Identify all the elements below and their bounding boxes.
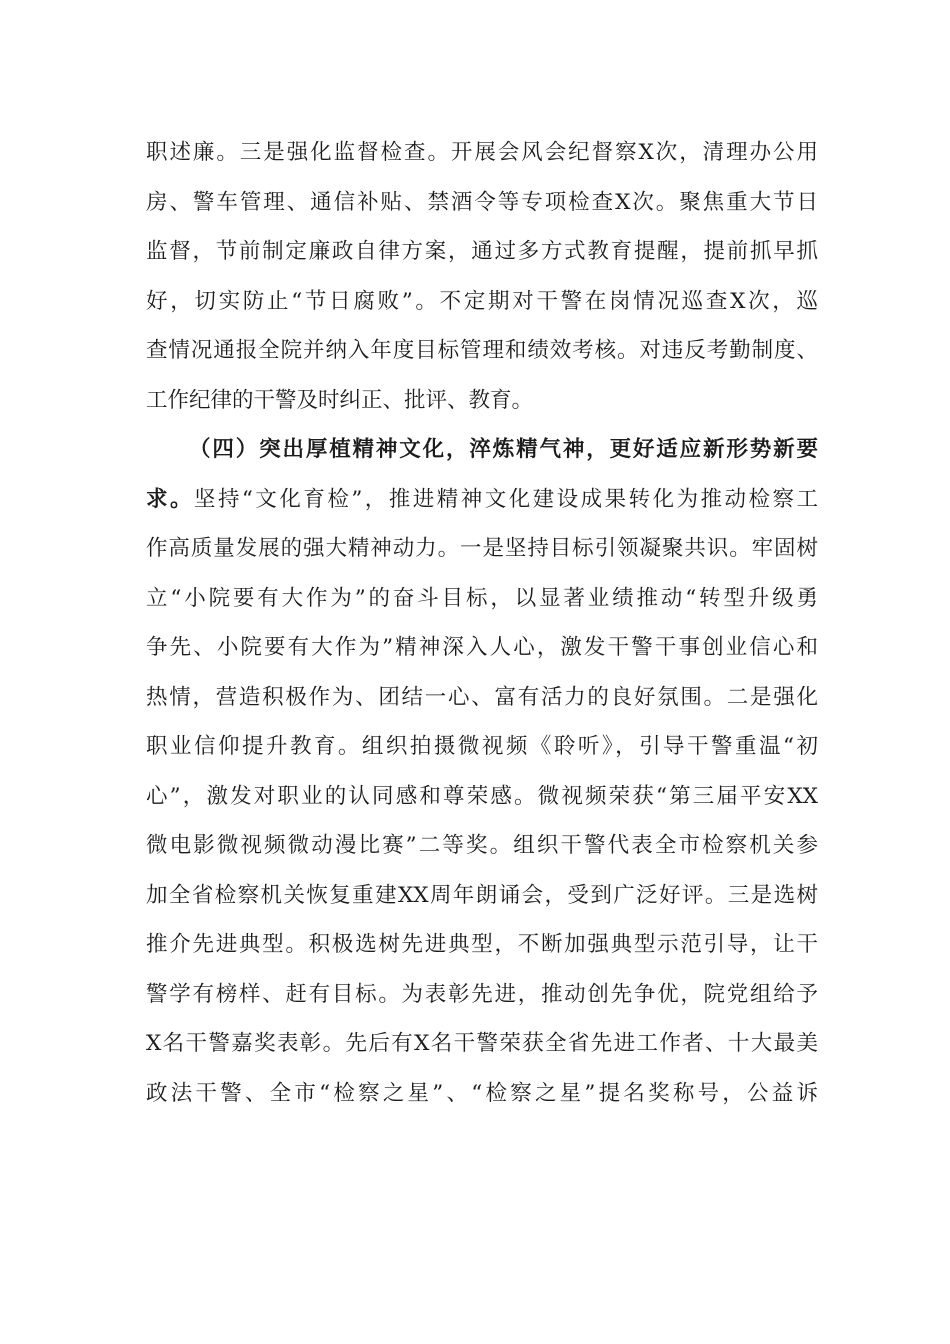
text-line: 警学有榜样、赶有目标。为表彰先进，推动创先争优，院党组给予 [146, 982, 818, 1007]
text-line: 微电影微视频微动漫比赛”二等奖。组织干警代表全市检察机关参 [146, 833, 818, 858]
text-line: 心”，激发对职业的认同感和尊荣感。微视频荣获“第三届平安XX [146, 784, 818, 809]
text-line: 热情，营造积极作为、团结一心、富有活力的良好氛围。二是强化 [146, 685, 818, 710]
text-line: 职业信仰提升教育。组织拍摄微视频《聆听》，引导干警重温“初 [146, 734, 818, 759]
section-heading: （四）突出厚植精神文化，淬炼精气神，更好适应新形势新要 [189, 437, 818, 462]
text-line [146, 480, 818, 520]
text-line: 争先、小院要有大作为”精神深入人心，激发干警干事创业信心和 [146, 635, 818, 660]
text-line: 立“小院要有大作为”的奋斗目标，以显著业绩推动“转型升级勇 [146, 586, 818, 611]
text-line: 政法干警、全市“检察之星”、“检察之星”提名奖称号，公益诉 [146, 1081, 818, 1106]
text-line: 作高质量发展的强大精神动力。一是坚持目标引领凝聚共识。牢固树 [146, 536, 818, 561]
text-line: 查情况通报全院并纳入年度目标管理和绩效考核。对违反考勤制度、 [146, 338, 818, 363]
text-line: 加全省检察机关恢复重建XX周年朗诵会，受到广泛好评。三是选树 [146, 883, 818, 908]
text-line: 监督，节前制定廉政自律方案，通过多方式教育提醒，提前抓早抓 [146, 239, 818, 264]
text-line: 职述廉。三是强化监督检查。开展会风会纪督察X次，清理办公用 [146, 140, 818, 165]
text-line: 推介先进典型。积极选树先进典型，不断加强典型示范引导，让干 [146, 932, 818, 957]
text-line: 好，切实防止“节日腐败”。不定期对干警在岗情况巡查X次，巡 [146, 289, 818, 314]
text-segment: 坚持“文化育检”，推进精神文化建设成果转化为推动检察工 [193, 487, 818, 512]
section-heading-end: 求。 [146, 487, 194, 512]
text-line: 工作纪律的干警及时纠正、批评、教育。 [146, 388, 534, 413]
text-line: X名干警嘉奖表彰。先后有X名干警荣获全省先进工作者、十大最美 [146, 1031, 818, 1056]
text-line: 房、警车管理、通信补贴、禁酒令等专项检查X次。聚焦重大节日 [146, 190, 818, 215]
